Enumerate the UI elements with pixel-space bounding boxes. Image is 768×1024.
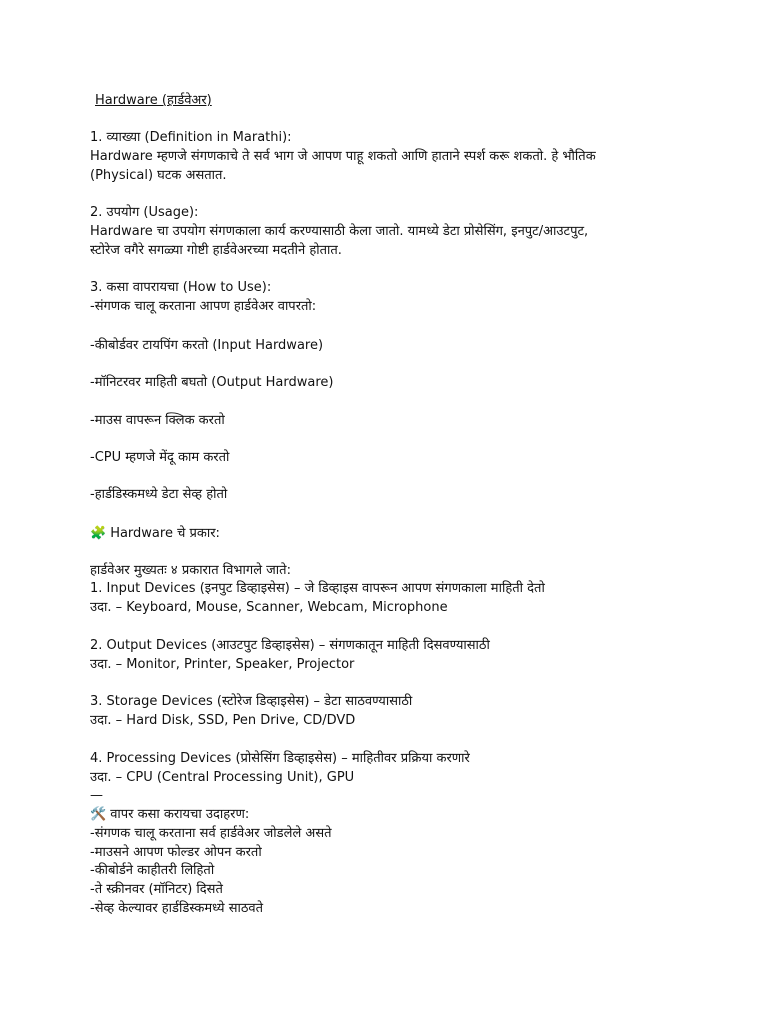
example-step: -ते स्क्रीनवर (मॉनिटर) दिसते [90,882,223,897]
example-step: -संगणक चालू करताना सर्व हार्डवेअर जोडलेले असते [90,826,332,841]
tools-icon: 🛠️ [90,807,107,822]
definition-line: (Physical) घटक असतात. [90,168,227,183]
how-to-use-item: -माउस वापरून क्लिक करतो [90,413,225,428]
types-intro: हार्डवेअर मुख्यतः ४ प्रकारात विभागले जाते: [90,563,291,578]
device-type: 4. Processing Devices (प्रोसेसिंग डिव्हाइसेस) – माहितीवर प्रक्रिया करणारे [90,751,470,766]
types-heading-row [90,525,728,543]
example-heading-row [90,806,728,824]
device-type: 3. Storage Devices (स्टोरेज डिव्हाइसेस) – डेटा साठवण्यासाठी [90,694,413,709]
usage-line: स्टोरेज वगैरे सगळ्या गोष्टी हार्डवेअरच्या मदतीने होतात. [90,243,342,258]
example-step: -माउसने आपण फोल्डर ओपन करतो [90,845,262,860]
device-type: 1. Input Devices (इनपुट डिव्हाइसेस) – जे डिव्हाइस वापरून आपण संगणकाला माहिती देतो [90,581,545,596]
how-to-use-item: -CPU म्हणजे मेंदू काम करतो [90,450,230,465]
how-to-use-heading: 3. कसा वापरायचा (How to Use): [90,280,272,295]
definition-line: Hardware म्हणजे संगणकाचे ते सर्व भाग जे आपण पाहू शकतो आणि हाताने स्पर्श करू शकतो. हे भौतिक [90,149,596,164]
device-example: उदा. – Keyboard, Mouse, Scanner, Webcam, Microphone [90,600,448,615]
usage-heading: 2. उपयोग (Usage): [90,205,199,220]
example-step: -सेव्ह केल्यावर हार्डडिस्कमध्ये साठवते [90,901,264,916]
how-to-use-item: -हार्डडिस्कमध्ये डेटा सेव्ह होतो [90,487,228,502]
how-to-use-item: -कीबोर्डवर टायपिंग करतो (Input Hardware) [90,338,324,353]
definition-heading: 1. व्याख्या (Definition in Marathi): [90,130,292,145]
types-heading: Hardware चे प्रकार: [110,526,220,541]
device-type: 2. Output Devices (आउटपुट डिव्हाइसेस) – संगणकातून माहिती दिसवण्यासाठी [90,638,490,653]
puzzle-icon: 🧩 [90,526,107,541]
device-example: उदा. – Hard Disk, SSD, Pen Drive, CD/DVD [90,713,356,728]
example-heading: वापर कसा करायचा उदाहरण: [110,807,250,822]
how-to-use-item: -मॉनिटरवर माहिती बघतो (Output Hardware) [90,375,334,390]
usage-line: Hardware चा उपयोग संगणकाला कार्य करण्यासाठी केला जातो. यामध्ये डेटा प्रोसेसिंग, इनपुट/आउटपुट, [90,224,589,239]
device-example: उदा. – Monitor, Printer, Speaker, Projector [90,657,355,672]
how-to-use-intro: -संगणक चालू करताना आपण हार्डवेअर वापरतो: [90,299,317,314]
document-title: Hardware (हार्डवेअर) [95,93,212,108]
device-example: उदा. – CPU (Central Processing Unit), GPU [90,770,355,785]
divider: — [90,788,103,803]
example-step: -कीबोर्डने काहीतरी लिहितो [90,863,215,878]
